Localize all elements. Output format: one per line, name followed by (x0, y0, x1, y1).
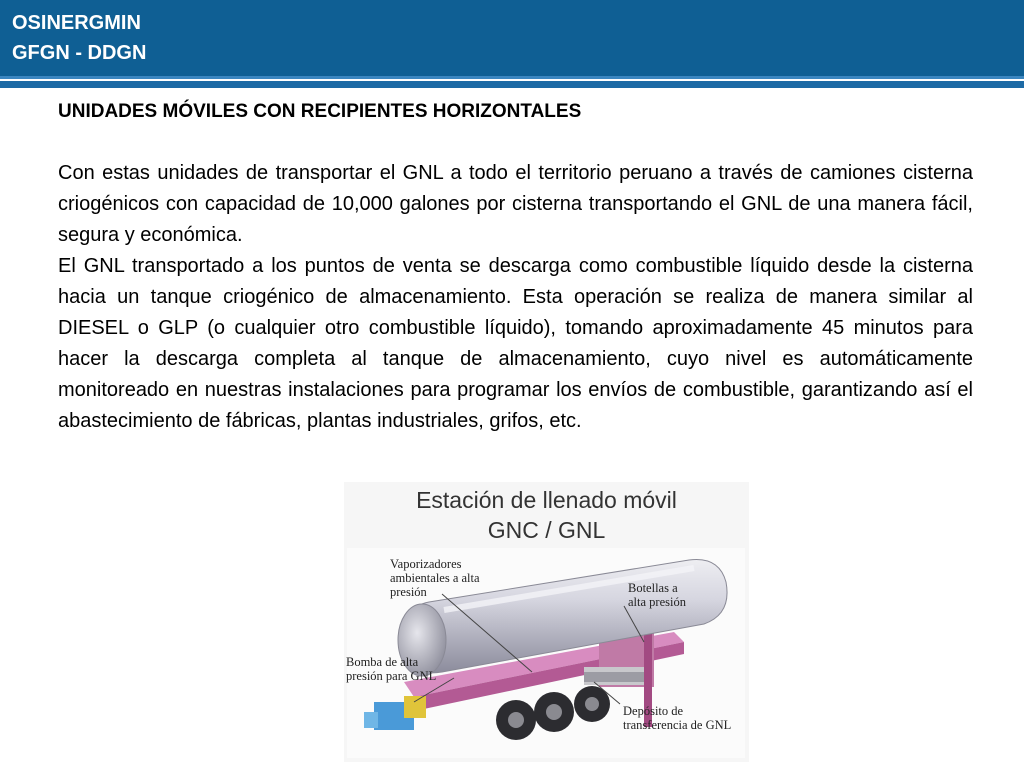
figure-title-line1: Estación de llenado móvil (416, 487, 677, 513)
label-deposit: Depósito de transferencia de GNL (623, 704, 732, 732)
figure-title-line2: GNC / GNL (487, 517, 606, 543)
header-bar (0, 0, 1024, 76)
slide-content (58, 96, 973, 437)
label-vaporizers: Vaporizadores ambientales a alta presión (390, 557, 480, 599)
label-bottles: Botellas a alta presión (628, 581, 686, 609)
paragraph-discharge: El GNL transportado a los puntos de venta se descarga como combustible líquido desde la cisterna hacia un tanque criogénico de almacenamiento. Esta operación se realiza de manera similar al DIESEL o GLP (o cualquier otro combustible líquido), tomando aproximadamente 45 minutos para hacer la descarga completa al tanque de almacenamiento, cuyo nivel es automáticamente monitoreado en nuestras instalaciones para programar los envíos de combustible, garantizando así el abastecimiento de fábricas, plantas industriales, grifos, etc. (58, 255, 973, 432)
header-stripe (0, 76, 1024, 88)
header-dept-name: GFGN - DDGN (12, 42, 147, 64)
header-org-name: OSINERGMIN (12, 12, 141, 34)
section-title: UNIDADES MÓVILES CON RECIPIENTES HORIZONTALES (58, 101, 582, 122)
label-pump: Bomba de alta presión para GNL (346, 655, 437, 683)
paragraph-transport: Con estas unidades de transportar el GNL a todo el territorio peruano a través de camiones cisterna criogénicos con capacidad de 10,000 galones por cisterna transportando el GNL de una manera fácil, segura y económica. (58, 162, 973, 246)
truck-figure (344, 482, 749, 762)
